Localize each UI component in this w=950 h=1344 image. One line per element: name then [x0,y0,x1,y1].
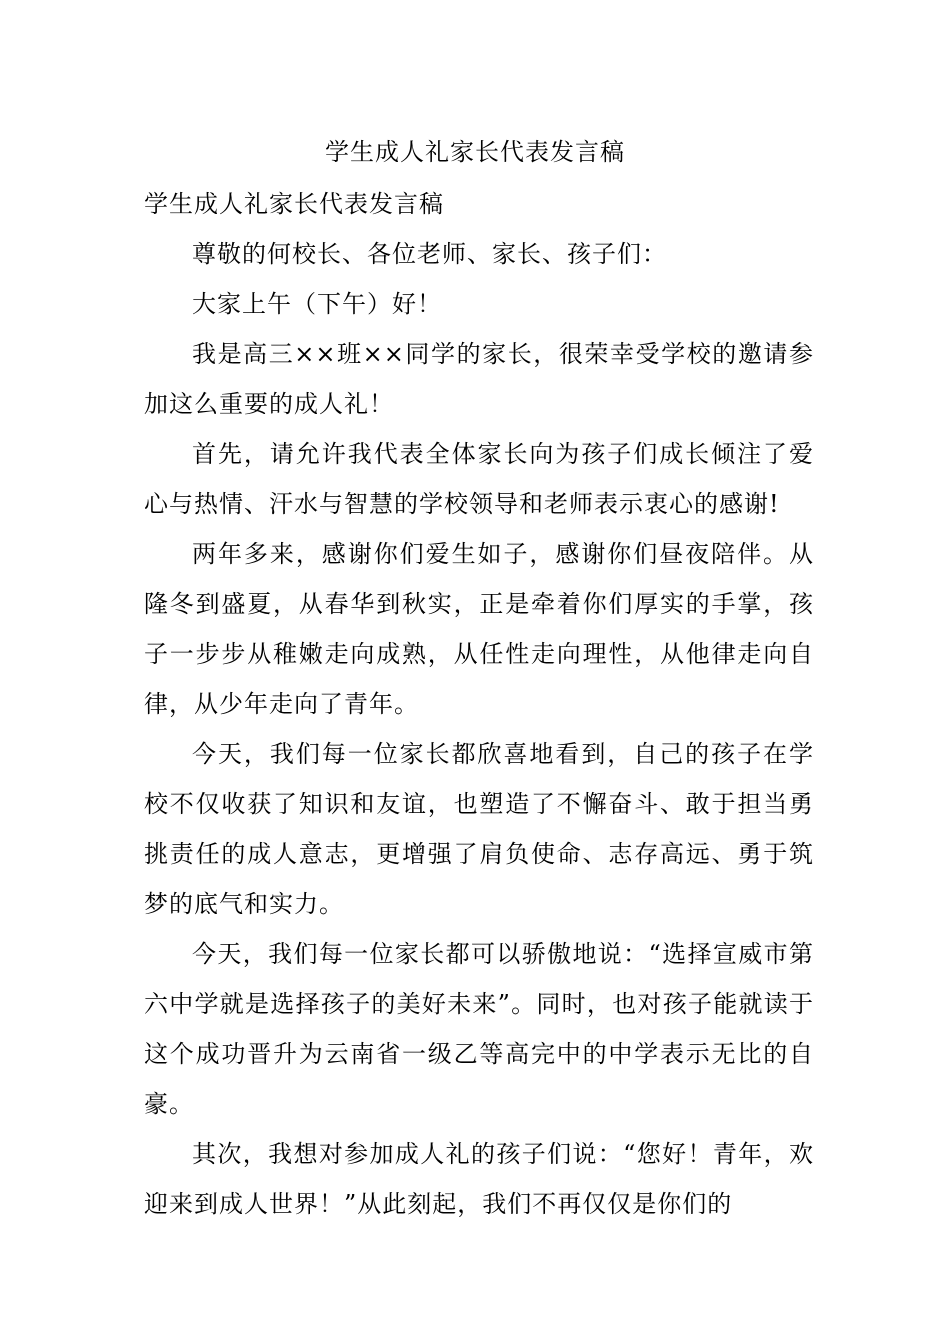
paragraph-salutation: 尊敬的何校长、各位老师、家长、孩子们： [192,240,667,268]
paragraph-greeting: 大家上午（下午）好！ [192,290,442,318]
document-subtitle: 学生成人礼家长代表发言稿 [144,190,444,218]
paragraph-to-children: 其次，我想对参加成人礼的孩子们说：“您好！青年，欢迎来到成人世界！”从此刻起，我们不再仅仅是你们的 [144,1140,814,1218]
document-title: 学生成人礼家长代表发言稿 [325,138,625,166]
paragraph-introduction: 我是高三××班××同学的家长，很荣幸受学校的邀请参加这么重要的成人礼！ [144,340,814,418]
paragraph-today-growth: 今天，我们每一位家长都欣喜地看到，自己的孩子在学校不仅收获了知识和友谊，也塑造了不懈奋斗、敢于担当勇挑责任的成人意志，更增强了肩负使命、志存高远、勇于筑梦的底气和实力。 [144,740,814,918]
paragraph-thanks: 首先，请允许我代表全体家长向为孩子们成长倾注了爱心与热情、汗水与智慧的学校领导和老师表示衷心的感谢! [144,440,814,518]
paragraph-today-pride: 今天，我们每一位家长都可以骄傲地说：“选择宣威市第六中学就是选择孩子的美好未来”。同时，也对孩子能就读于这个成功晋升为云南省一级乙等高完中的中学表示无比的自豪。 [144,940,814,1118]
document-body [144,179,814,1229]
paragraph-two-years: 两年多来，感谢你们爱生如子，感谢你们昼夜陪伴。从隆冬到盛夏，从春华到秋实，正是牵着你们厚实的手掌，孩子一步步从稚嫩走向成熟，从任性走向理性，从他律走向自律，从少年走向了青年。 [144,540,814,718]
